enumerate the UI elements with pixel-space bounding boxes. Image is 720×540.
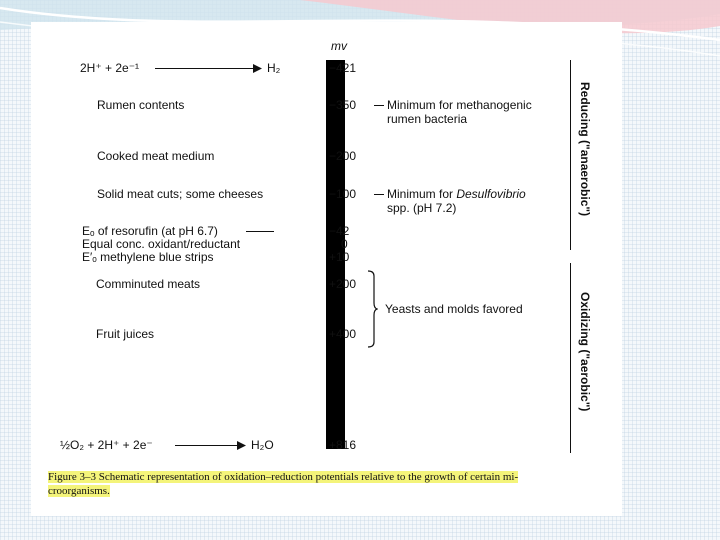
label-methylene-blue: E′ₒ methylene blue strips: [82, 250, 214, 264]
value-row-9: +816: [329, 438, 357, 452]
value-row-5: 0: [341, 237, 348, 251]
leader-line: [246, 231, 274, 232]
label-fruit-juices: Fruit juices: [96, 327, 155, 341]
figure-caption: Figure 3–3 Schematic representation of oxidation–reduction potentials relative to the growth of certain mi- croorganisms.: [48, 471, 519, 497]
label-resorufin: Eₒ of resorufin (at pH 6.7): [82, 224, 218, 238]
oxidizing-rule: [570, 263, 571, 453]
note-methanogenic: Minimum for methanogenic: [387, 98, 532, 112]
product-h2o: H₂O: [251, 438, 274, 452]
reducing-rule: [570, 60, 571, 250]
note-dash: [374, 105, 384, 106]
label-oxidizing-aerobic: Oxidizing ("aerobic"): [578, 292, 592, 412]
figure-card: [31, 22, 622, 516]
arrow-line: [155, 68, 255, 69]
brace-bracket: [366, 270, 378, 348]
note-methanogenic-2: rumen bacteria: [387, 112, 468, 126]
value-row-7: +200: [329, 277, 357, 291]
value-row-0: −421: [329, 61, 357, 75]
label-comminuted-meats: Comminuted meats: [96, 277, 201, 291]
arrow-head-icon: [253, 64, 263, 73]
label-equal-conc: Equal conc. oxidant/reductant: [82, 237, 241, 251]
arrow-line: [175, 445, 239, 446]
arrow-head-icon: [237, 441, 247, 450]
note-desulfovibrio: Minimum for Desulfovibrio: [387, 187, 526, 201]
note-desulfovibrio-2: spp. (pH 7.2): [387, 201, 457, 215]
value-row-6: +10: [329, 250, 350, 264]
note-dash: [374, 194, 384, 195]
product-h2: H₂: [267, 61, 281, 75]
value-row-3: −100: [329, 187, 357, 201]
label-solid-meat-cuts: Solid meat cuts; some cheeses: [97, 187, 264, 201]
units-label: mv: [331, 39, 347, 53]
reaction-hydrogen: 2H⁺ + 2e⁻¹: [80, 61, 140, 75]
value-row-8: +400: [329, 327, 357, 341]
value-row-1: −350: [329, 98, 357, 112]
label-cooked-meat-medium: Cooked meat medium: [97, 149, 215, 163]
reaction-oxygen: ½O₂ + 2H⁺ + 2e⁻: [60, 438, 153, 452]
label-rumen-contents: Rumen contents: [97, 98, 185, 112]
value-row-4: −42: [329, 224, 350, 238]
label-reducing-anaerobic: Reducing ("anaerobic"): [578, 82, 592, 217]
value-row-2: −200: [329, 149, 357, 163]
note-yeasts-molds: Yeasts and molds favored: [385, 302, 523, 316]
